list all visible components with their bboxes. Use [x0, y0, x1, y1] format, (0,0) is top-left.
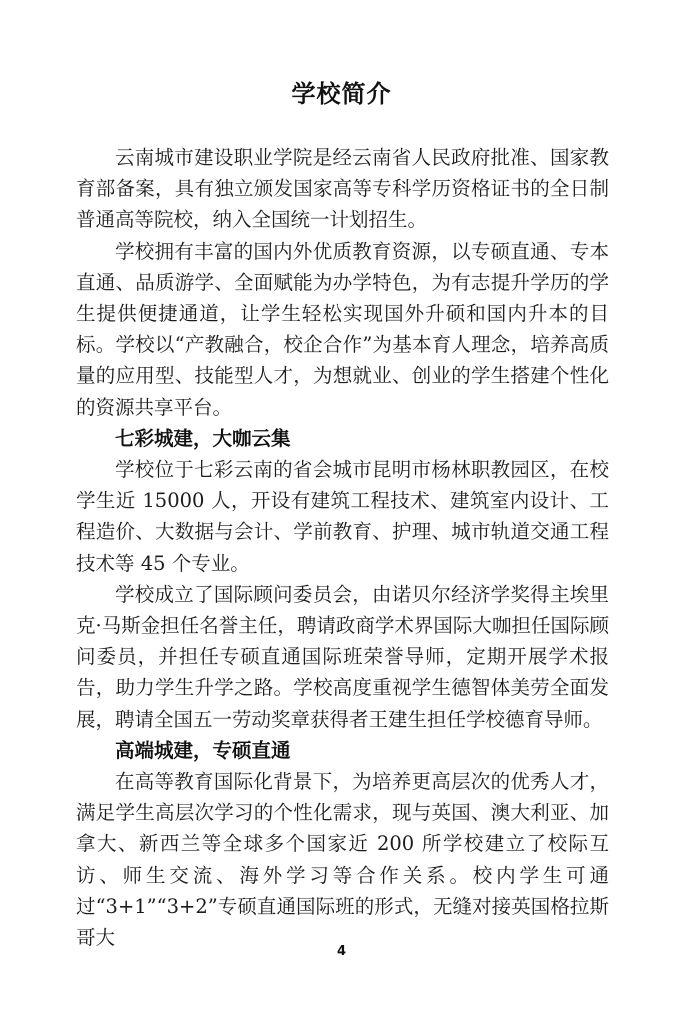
page-number: 4 [336, 944, 347, 959]
section-paragraph: 学校成立了国际顾问委员会，由诺贝尔经济学奖得主埃里克·马斯金担任名誉主任，聘请政商学术界国际大咖担任国际顾问委员，并担任专硕直通国际班荣誉导师，定期开展学术报告，助力学生升学之路。学校高度重视学生德智体美劳全面发展，聘请全国五一劳动奖章获得者王建生担任学校德育导师。 [76, 582, 609, 731]
section-heading: 高端城建，专硕直通 [115, 738, 291, 762]
document-body [76, 142, 609, 953]
section-paragraph: 在高等教育国际化背景下，为培养更高层次的优秀人才，满足学生高层次学习的个性化需求，现与英国、澳大利亚、加拿大、新西兰等全球多个国家近 200 所学校建立了校际互访、师生交流、海外学习等合作关系。校内学生可通过“3+1”“3+2”专硕直通国际班的形式，无缝对接英国格拉斯哥大 [76, 770, 609, 950]
page-title: 学校简介 [291, 80, 392, 108]
section-master-direct [76, 735, 609, 953]
section-heading: 七彩城建，大咖云集 [115, 426, 291, 450]
section-colorful-city [76, 423, 609, 735]
section-paragraph: 学校位于七彩云南的省会城市昆明市杨林职教园区，在校学生近 15000 人，开设有建筑工程技术、建筑室内设计、工程造价、大数据与会计、学前教育、护理、城市轨道交通工程技术等 45 个专业。 [76, 458, 609, 575]
intro-paragraph-2: 学校拥有丰富的国内外优质教育资源，以专硕直通、专本直通、品质游学、全面赋能为办学特色，为有志提升学历的学生提供便捷通道，让学生轻松实现国外升硕和国内升本的目标。学校以“产教融合，校企合作”为基本育人理念，培养高质量的应用型、技能型人才，为想就业、创业的学生搭建个性化的资源共享平台。 [76, 239, 609, 419]
intro-paragraph-1: 云南城市建设职业学院是经云南省人民政府批准、国家教育部备案，具有独立颁发国家高等专科学历资格证书的全日制普通高等院校，纳入全国统一计划招生。 [76, 146, 609, 232]
